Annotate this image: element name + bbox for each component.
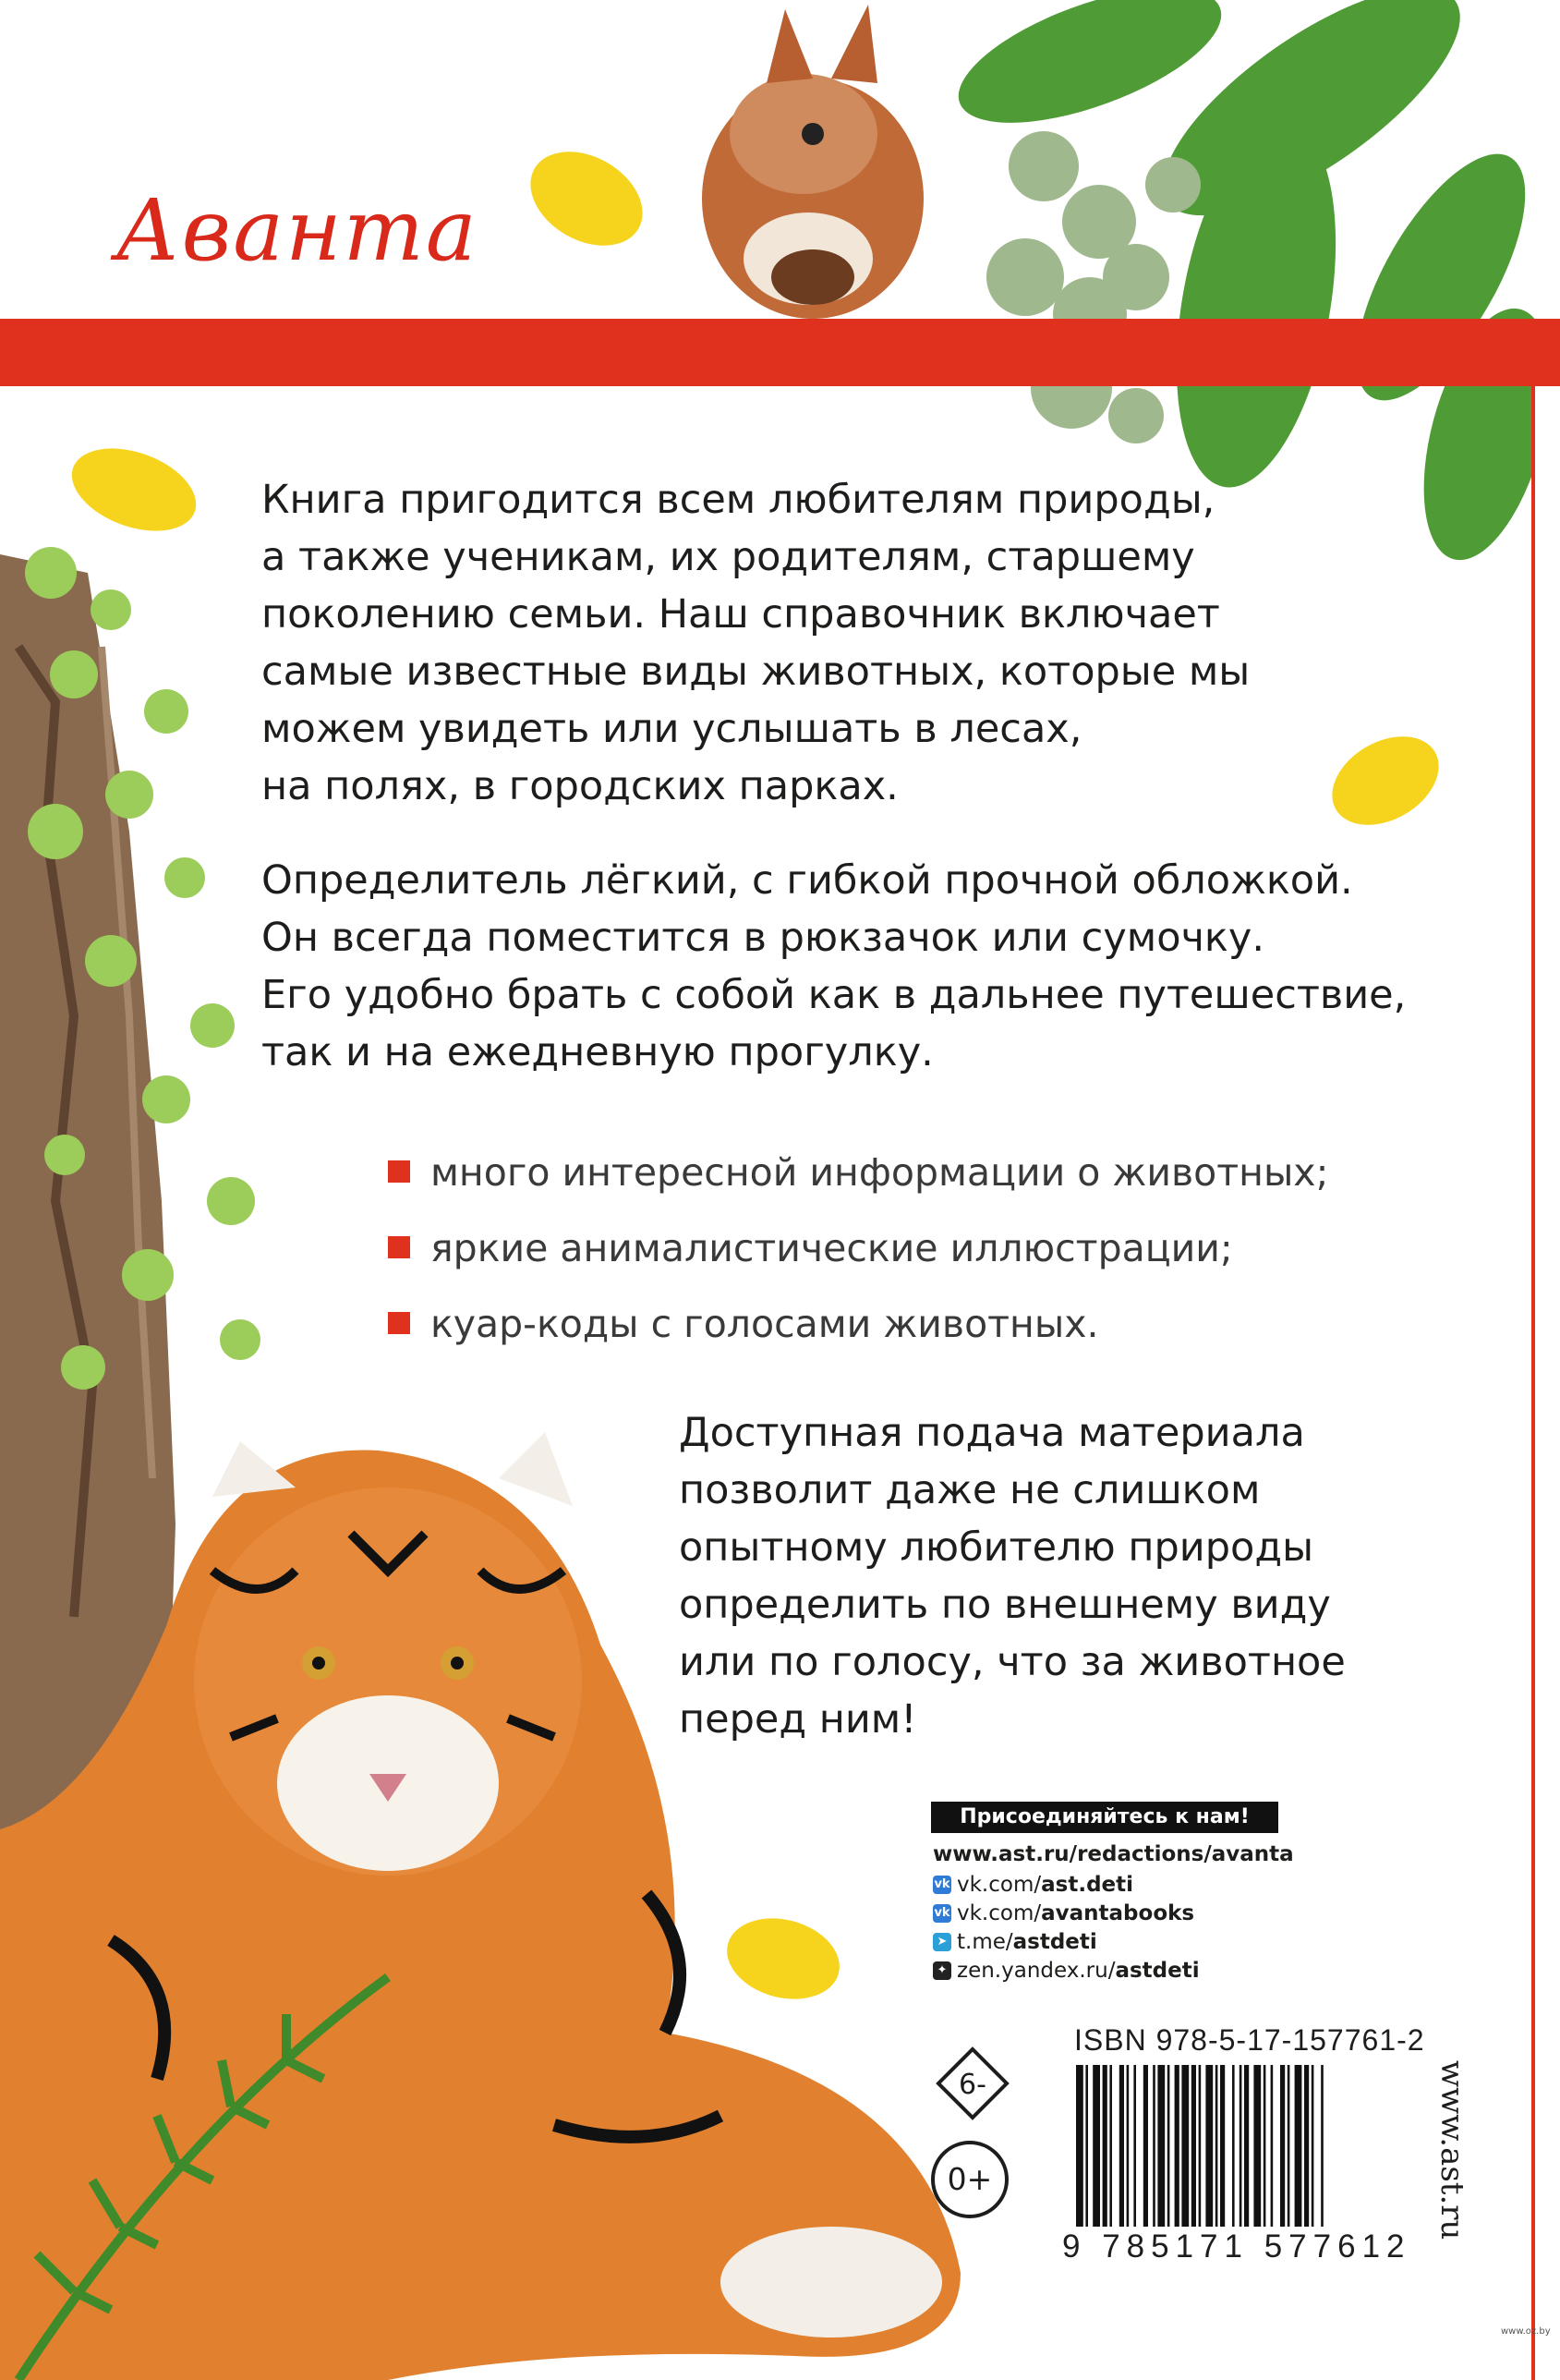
- barcode-digits: 9 785171 577612: [1062, 2228, 1411, 2265]
- barcode-bar: [1119, 2065, 1124, 2227]
- link-handle: astdeti: [1115, 1958, 1200, 1983]
- link-prefix: vk.com/: [957, 1872, 1042, 1897]
- seed-cluster-illustration: [986, 131, 1201, 443]
- age-rating-circle: 0+: [931, 2141, 1009, 2218]
- source-credit: www.oz.by: [1501, 2326, 1551, 2337]
- barcode-bar: [1109, 2065, 1112, 2227]
- barcode-bar: [1240, 2065, 1242, 2227]
- link-handle: avantabooks: [1041, 1900, 1195, 1925]
- barcode-bar: [1288, 2065, 1290, 2227]
- bullet-square-icon: [388, 1160, 410, 1183]
- squirrel-illustration: [702, 5, 924, 319]
- red-side-border: [1531, 386, 1560, 2380]
- description-paragraph-3: Доступная подача материала позволит даже не слишком опытному любителю природы определить по внешнему виду или по голосу, что за животное перед ним!: [679, 1410, 1346, 1742]
- barcode-bar: [1321, 2065, 1324, 2227]
- feature-list-item: [388, 1220, 1496, 1295]
- vk-icon: vk: [933, 1876, 951, 1894]
- social-link-zen[interactable]: [933, 1956, 1321, 1985]
- bullet-square-icon: [388, 1236, 410, 1258]
- vk-icon: vk: [933, 1904, 951, 1923]
- barcode-bar: [1093, 2065, 1100, 2227]
- social-links: [933, 1839, 1321, 1985]
- feature-text: яркие анималистические иллюстрации;: [430, 1226, 1233, 1270]
- barcode-bar: [1143, 2065, 1148, 2227]
- barcode-bar: [1205, 2065, 1213, 2227]
- link-prefix: zen.yandex.ru/: [957, 1958, 1116, 1983]
- barcode-bar: [1085, 2065, 1088, 2227]
- barcode-bar: [1295, 2065, 1302, 2227]
- barcode-bar: [1232, 2065, 1235, 2227]
- barcode-bar: [1167, 2065, 1170, 2227]
- isbn-text: ISBN 978-5-17-157761-2: [1074, 2023, 1425, 2057]
- age-rating-diamond: [936, 2046, 1010, 2120]
- barcode-bar: [1076, 2065, 1083, 2227]
- publisher-site-vertical: www.ast.ru: [1433, 2060, 1470, 2240]
- barcode-bar: [1220, 2065, 1225, 2227]
- barcode-bar: [1157, 2065, 1165, 2227]
- social-link-vk-avantabooks[interactable]: [933, 1899, 1321, 1927]
- link-prefix: t.me/: [957, 1929, 1013, 1954]
- feature-text: куар-коды с голосами животных.: [430, 1302, 1099, 1346]
- barcode-bar: [1153, 2065, 1155, 2227]
- barcode-bar: [1271, 2065, 1274, 2227]
- social-link-telegram[interactable]: [933, 1927, 1321, 1956]
- bullet-square-icon: [388, 1312, 410, 1334]
- feature-list: [388, 1144, 1496, 1371]
- age-diamond-text: 6-: [959, 2069, 986, 2101]
- barcode-bar: [1133, 2065, 1136, 2227]
- barcode-bar: [1103, 2065, 1107, 2227]
- barcode-bar: [1253, 2065, 1261, 2227]
- description-paragraph-2: Определитель лёгкий, с гибкой прочной обложкой. Он всегда поместится в рюкзачок или сумочку. Его удобно брать с собой как в дальнее путешествие, так и на ежедневную прогулку.: [261, 857, 1407, 1075]
- publisher-logo: Аванта: [115, 181, 478, 280]
- barcode-bar: [1191, 2065, 1196, 2227]
- red-header-band: [0, 319, 1560, 386]
- barcode-bar: [1199, 2065, 1202, 2227]
- feature-list-item: [388, 1295, 1496, 1371]
- feature-text: много интересной информации о животных;: [430, 1150, 1329, 1195]
- barcode-bar: [1215, 2065, 1218, 2227]
- barcode-bar: [1280, 2065, 1285, 2227]
- barcode-bar: [1304, 2065, 1309, 2227]
- link-handle: ast.deti: [1041, 1872, 1134, 1897]
- zen-icon: ✦: [933, 1961, 951, 1980]
- barcode-bar: [1127, 2065, 1130, 2227]
- barcode-bar: [1181, 2065, 1189, 2227]
- feature-list-item: [388, 1144, 1496, 1220]
- description-paragraph-1: Книга пригодится всем любителям природы, а также ученикам, их родителям, старшему поколению семьи. Наш справочник включает самые известные виды животных, которые мы можем увидеть или услышать в лесах, на полях, в городских парках.: [261, 477, 1251, 809]
- barcode: [1074, 2065, 1379, 2231]
- social-link-vk-astdeti[interactable]: [933, 1870, 1321, 1899]
- join-us-banner: Присоединяйтесь к нам!: [931, 1802, 1278, 1833]
- barcode-bar: [1175, 2065, 1179, 2227]
- link-prefix: vk.com/: [957, 1900, 1042, 1925]
- barcode-bar: [1244, 2065, 1249, 2227]
- barcode-bar: [1264, 2065, 1266, 2227]
- website-link[interactable]: www.ast.ru/redactions/avanta: [933, 1842, 1294, 1866]
- telegram-icon: ➤: [933, 1933, 951, 1951]
- barcode-bar: [1312, 2065, 1314, 2227]
- link-handle: astdeti: [1012, 1929, 1097, 1954]
